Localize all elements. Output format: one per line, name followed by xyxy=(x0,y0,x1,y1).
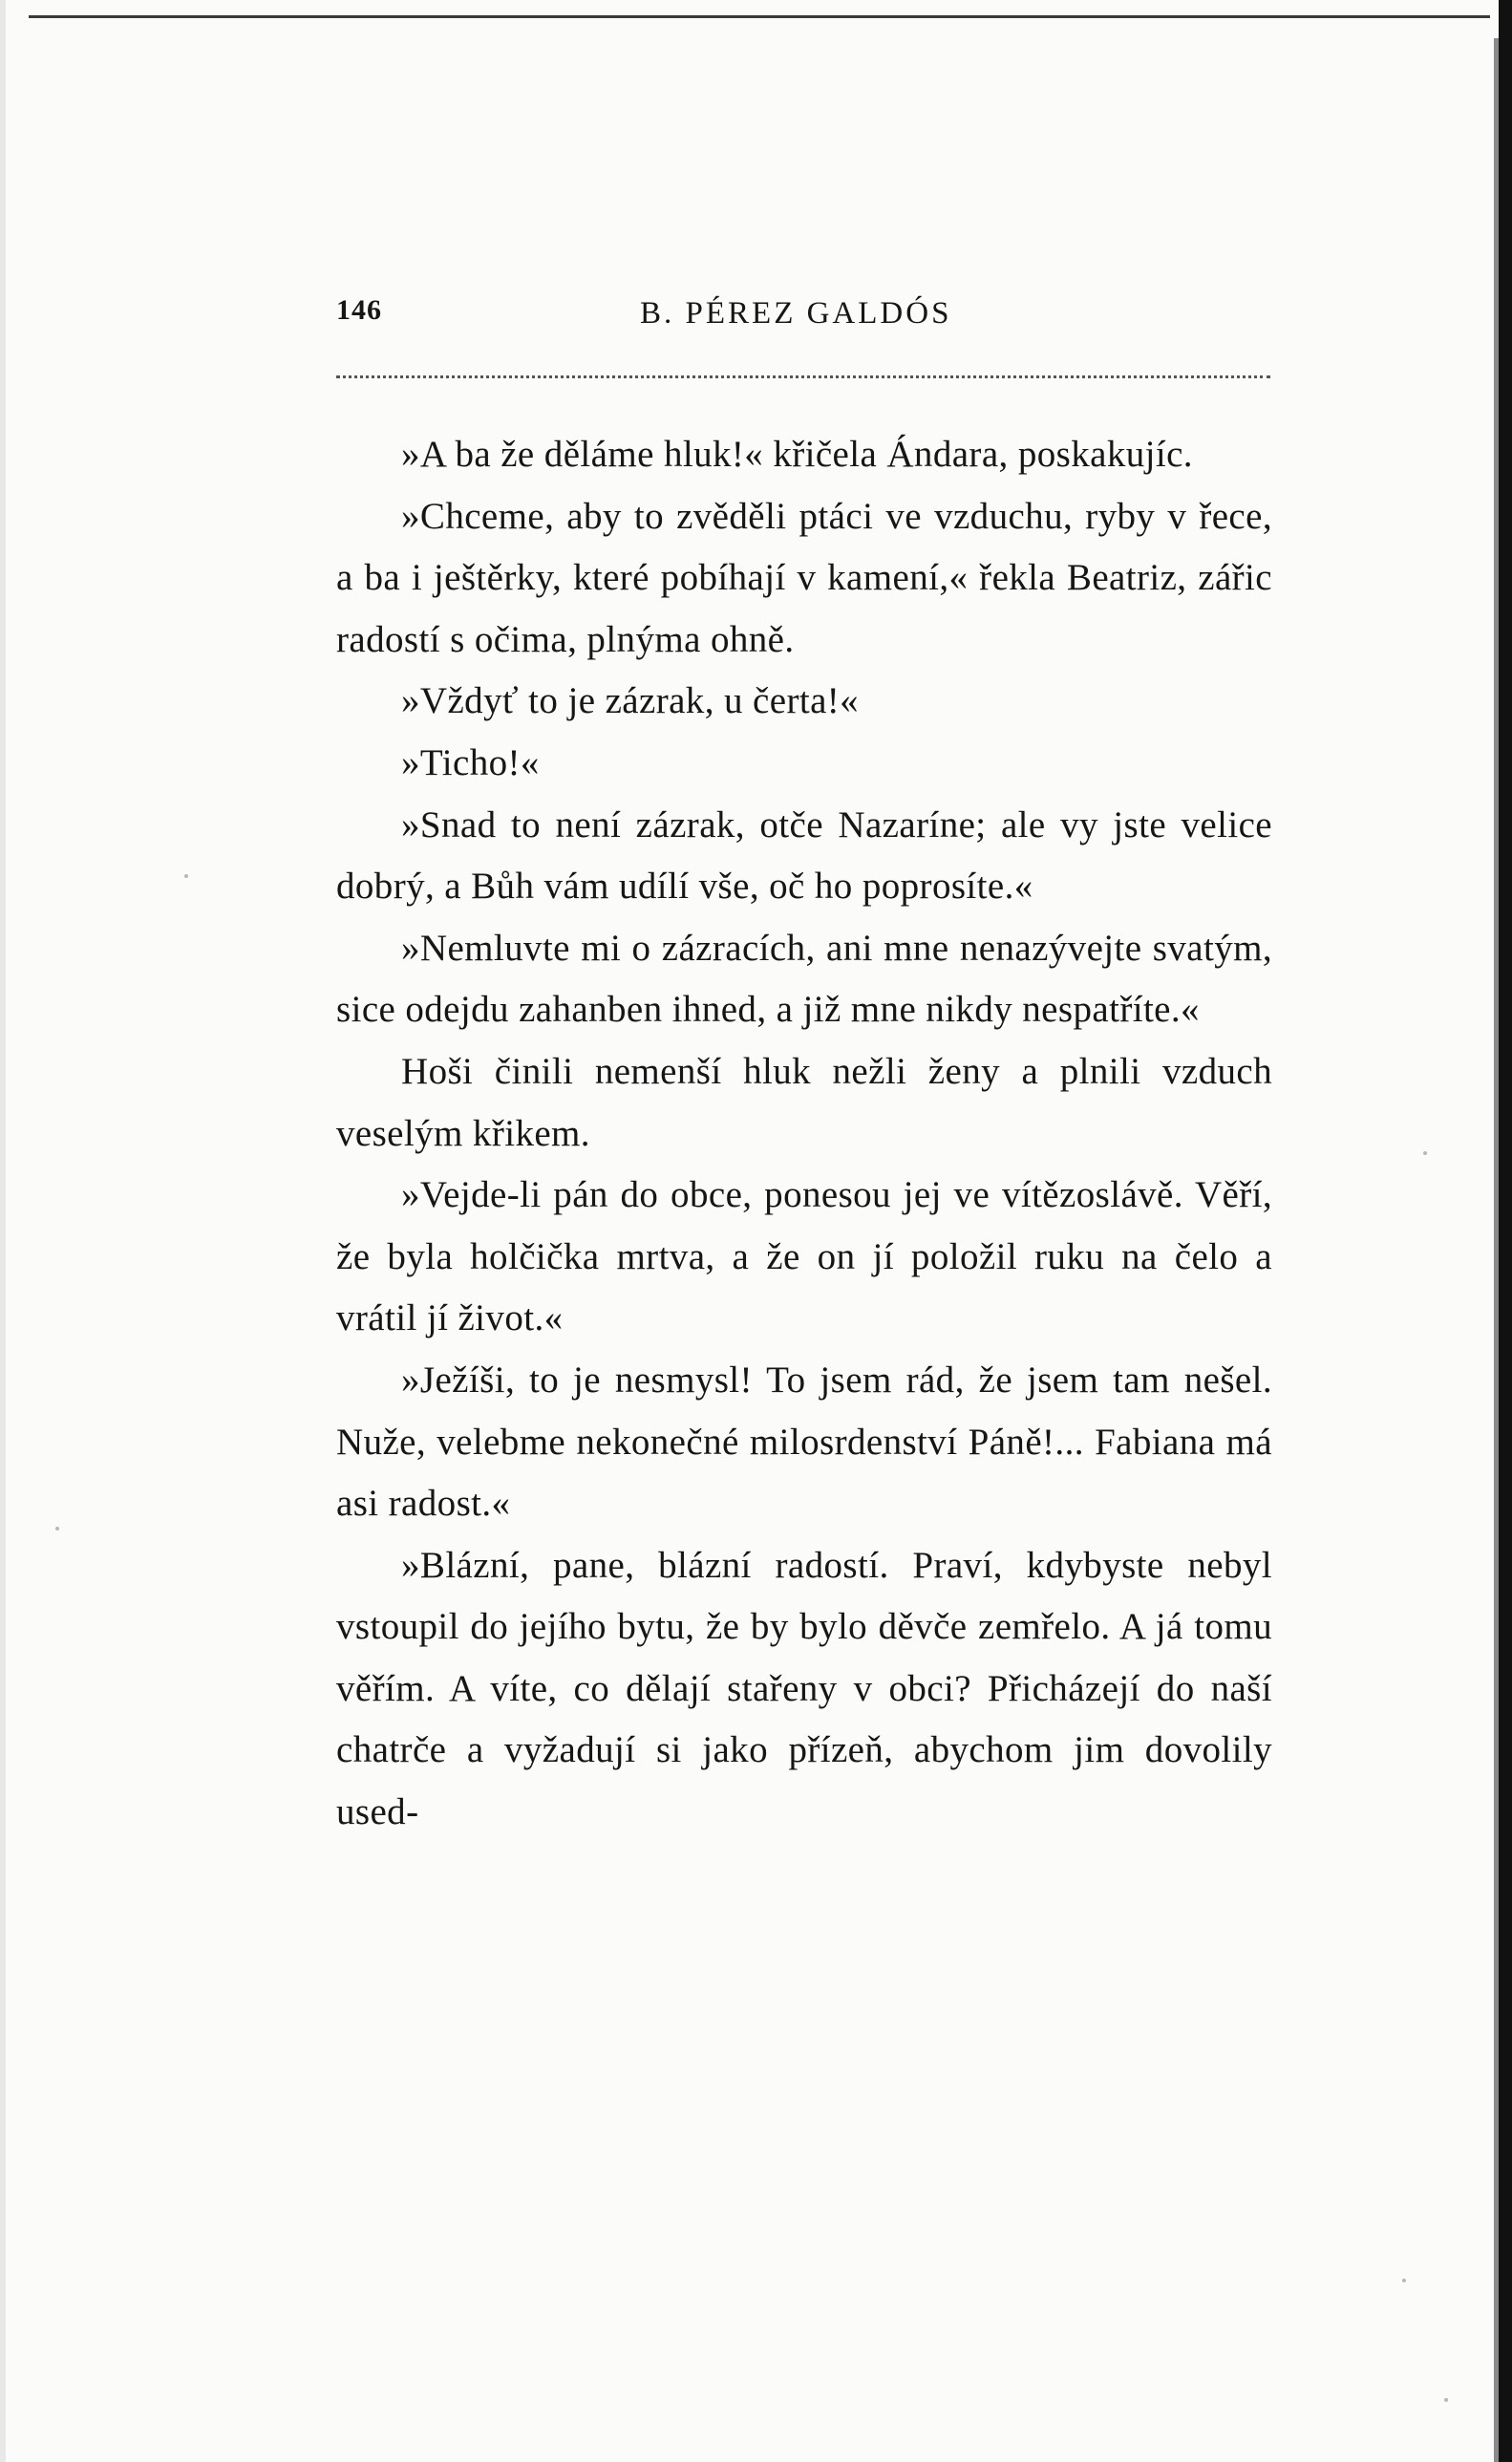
running-head xyxy=(336,287,1272,344)
page-number: 146 xyxy=(336,294,382,326)
paragraph: »Vždyť to je zázrak, u čerta!« xyxy=(401,680,860,722)
paragraph: »Nemluvte mi o zázracích, ani mne nenazývejte svatým, sice odejdu zahanben ihned, a již mne nikdy nespatříte.« xyxy=(336,927,1272,1031)
paragraph: »Blázní, pane, blázní radostí. Praví, kdybyste nebyl vstoupil do jejího bytu, že by bylo děvče zemřelo. A já tomu věřím. A víte, co dělají stařeny v obci? Přicházejí do naší chatrče a vyžadují si jako přízeň, abychom jim dovolily used- xyxy=(336,1544,1272,1833)
paragraph: »Vejde-li pán do obce, ponesou jej ve vítězoslávě. Věří, že byla holčička mrtva, a že on jí položil ruku na čelo a vrátil jí život.« xyxy=(336,1174,1272,1339)
body-text xyxy=(336,424,1272,1844)
running-title: B. PÉREZ GALDÓS xyxy=(640,296,952,331)
paragraph: »Ticho!« xyxy=(401,741,540,783)
paragraph: »A ba že děláme hluk!« křičela Ándara, poskakujíc. xyxy=(401,434,1193,475)
paragraph: »Chceme, aby to zvěděli ptáci ve vzduchu, ryby v řece, a ba i ještěrky, které pobíhají v kamení,« řekla Beatriz, zářic radostí s očima, plnýma ohně. xyxy=(336,495,1272,660)
paper-speck xyxy=(1444,2398,1448,2402)
paragraph: Hoši činili nemenší hluk nežli ženy a plnili vzduch veselým křikem. xyxy=(336,1050,1272,1154)
paragraph: »Ježíši, to je nesmysl! To jsem rád, že jsem tam nešel. Nuže, velebme nekonečné milosrdenství Páně!... Fabiana má asi radost.« xyxy=(336,1359,1272,1525)
paper-speck xyxy=(184,874,188,878)
paper-speck xyxy=(1402,2279,1406,2282)
paragraph: »Snad to není zázrak, otče Nazaríne; ale vy jste velice dobrý, a Bůh vám udílí vše, oč ho poprosíte.« xyxy=(336,803,1272,908)
page-left-edge xyxy=(0,0,6,2462)
header-dotted-rule xyxy=(336,375,1270,378)
paper-speck xyxy=(55,1527,59,1531)
paper-speck xyxy=(1423,1151,1427,1155)
top-edge-rule xyxy=(29,15,1490,18)
page-right-edge xyxy=(1499,0,1512,2462)
